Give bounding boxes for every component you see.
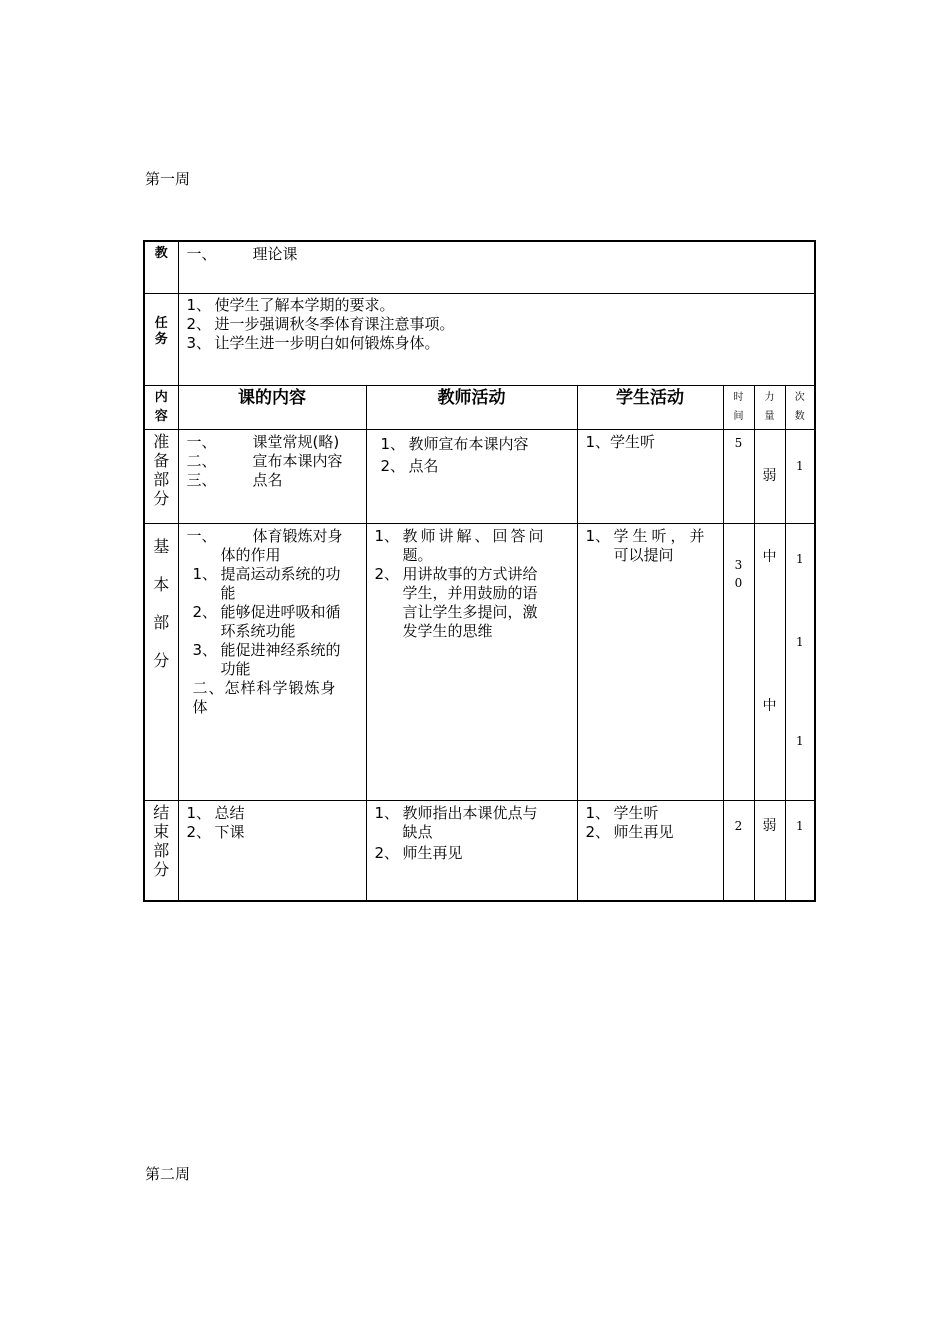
end-student bbox=[577, 800, 723, 901]
basic-time: 3 0 bbox=[723, 523, 754, 800]
list-item: 2、 点名 bbox=[380, 456, 439, 475]
header-content: 课的内容 bbox=[178, 385, 366, 429]
row-end bbox=[144, 800, 815, 901]
task-side-text: 任务 bbox=[154, 316, 168, 347]
end-time: 2 bbox=[723, 800, 754, 901]
header-student: 学生活动 bbox=[577, 385, 723, 429]
week-title: 第一周 bbox=[145, 170, 191, 188]
lesson-plan-table bbox=[143, 240, 816, 902]
end-count: 1 bbox=[785, 800, 815, 901]
prep-teacher bbox=[366, 429, 577, 523]
task-list bbox=[178, 293, 815, 385]
prep-time: 5 bbox=[723, 429, 754, 523]
list-item: 二、 宣布本课内容 bbox=[186, 451, 343, 470]
prep-strength: 弱 bbox=[754, 429, 785, 523]
header-strength: 力量 bbox=[754, 385, 785, 429]
side-label-end: 结束部分 bbox=[144, 800, 178, 901]
row-teach bbox=[144, 241, 815, 293]
basic-student: 1、 学生听，并 可以提问 bbox=[577, 523, 723, 800]
basic-content: 一、 体育锻炼对身 体的作用 1、 提高运动系统的功 能 2、 能够促进呼吸和循 环系统功能 3、 能促进神经系统的 功能 二、怎样科学锻炼身 体 bbox=[178, 523, 366, 800]
basic-count: 1 1 1 bbox=[785, 523, 815, 800]
list-item: 2、 师生再见 bbox=[374, 843, 463, 862]
list-item: 1、 教师指出本课优点与 bbox=[374, 803, 538, 822]
list-item: 一、 课堂常规(略) bbox=[186, 432, 340, 451]
prep-student bbox=[577, 429, 723, 523]
list-item: 1、 教师讲解、回答问 bbox=[374, 526, 547, 545]
list-item: 3、 能促进神经系统的 bbox=[192, 640, 341, 659]
side-label-task bbox=[144, 293, 178, 385]
list-item: 2、 能够促进呼吸和循 bbox=[192, 602, 341, 621]
row-task bbox=[144, 293, 815, 385]
list-item: 1、 总结 bbox=[186, 803, 245, 822]
side-label-content: 内容 bbox=[144, 385, 178, 429]
row-basic bbox=[144, 523, 815, 800]
list-item: 2、 下课 bbox=[186, 822, 245, 841]
header-count: 次数 bbox=[785, 385, 815, 429]
list-item: 一、 体育锻炼对身 bbox=[186, 526, 343, 545]
basic-strength: 中 中 bbox=[754, 523, 785, 800]
end-strength: 弱 bbox=[754, 800, 785, 901]
side-label-prep: 准备部分 bbox=[144, 429, 178, 523]
header-time: 时间 bbox=[723, 385, 754, 429]
row-prep bbox=[144, 429, 815, 523]
task-item: 3、 让学生进一步明白如何锻炼身体。 bbox=[186, 333, 440, 352]
header-teacher: 教师活动 bbox=[366, 385, 577, 429]
teach-marker: 一、 bbox=[186, 245, 217, 263]
list-item: 1、 学生听，并 bbox=[585, 526, 709, 545]
teach-text: 理论课 bbox=[252, 245, 298, 263]
prep-content bbox=[178, 429, 366, 523]
list-item: 三、 点名 bbox=[186, 470, 283, 489]
list-item: 1、 提高运动系统的功 bbox=[192, 564, 341, 583]
list-item: 1、 教师宣布本课内容 bbox=[380, 434, 529, 453]
task-item: 1、 使学生了解本学期的要求。 bbox=[186, 295, 395, 314]
side-label-basic: 基本部分 bbox=[144, 523, 178, 800]
list-item: 2、 师生再见 bbox=[585, 822, 674, 841]
row-header bbox=[144, 385, 815, 429]
side-label-teach: 教 bbox=[144, 241, 178, 293]
week-title: 第二周 bbox=[145, 1165, 191, 1183]
teach-content bbox=[178, 241, 815, 293]
end-teacher: 1、 教师指出本课优点与 缺点 2、 师生再见 bbox=[366, 800, 577, 901]
list-item: 1、 学生听 bbox=[585, 803, 659, 822]
end-content bbox=[178, 800, 366, 901]
list-item: 1、 学生听 bbox=[585, 432, 656, 451]
prep-count: 1 bbox=[785, 429, 815, 523]
list-item: 2、 用讲故事的方式讲给 bbox=[374, 564, 538, 583]
task-item: 2、 进一步强调秋冬季体育课注意事项。 bbox=[186, 314, 455, 333]
basic-teacher: 1、 教师讲解、回答问 题。 2、 用讲故事的方式讲给 学生，并用鼓励的语 言让学生多提问，激 发学生的思维 bbox=[366, 523, 577, 800]
